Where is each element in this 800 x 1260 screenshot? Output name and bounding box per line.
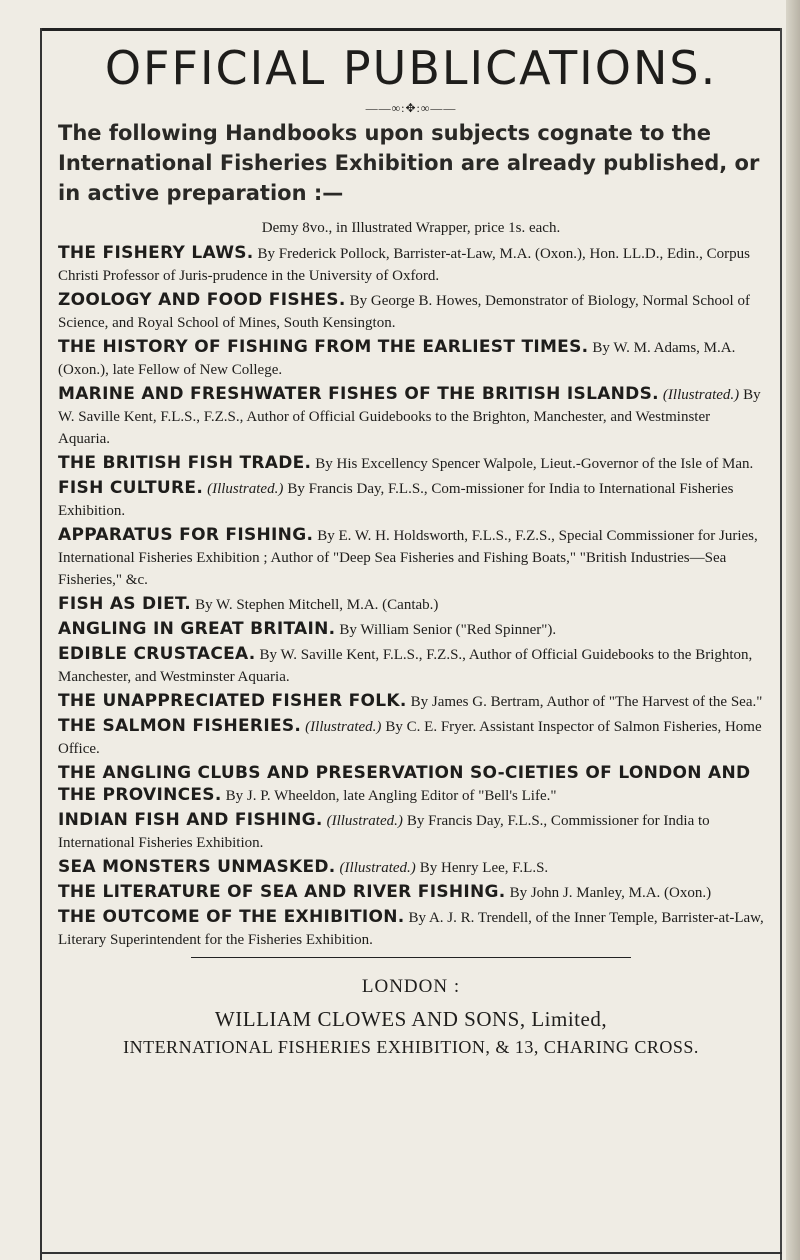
illustrated-note: (Illustrated.) (207, 481, 284, 497)
handbook-title: THE FISHERY LAWS. (58, 243, 254, 263)
handbook-author: By J. P. Wheeldon, late Angling Editor of "Bell's Life." (225, 788, 557, 804)
handbook-title: MARINE AND FRESHWATER FISHES OF THE BRITISH ISLANDS. (58, 384, 659, 404)
handbook-title: EDIBLE CRUSTACEA. (58, 644, 256, 664)
handbook-title: APPARATUS FOR FISHING. (58, 525, 314, 545)
intro-paragraph: The following Handbooks upon subjects cognate to the International Fisheries Exhibition are already published, or in active preparation :— (58, 121, 760, 205)
handbook-title: THE LITERATURE OF SEA AND RIVER FISHING. (58, 882, 506, 902)
imprint-city: LONDON : (361, 976, 461, 997)
handbook-entry (58, 856, 764, 879)
handbook-entry (58, 289, 764, 334)
imprint (58, 974, 764, 1060)
handbook-entry (58, 715, 764, 760)
handbook-title: THE BRITISH FISH TRADE. (58, 453, 312, 473)
handbook-list (58, 242, 764, 951)
format-note: Demy 8vo., in Illustrated Wrapper, price 1s. each. (261, 220, 561, 236)
handbook-author: By Frederick Pollock, Barrister-at-Law, M.A. (Oxon.), Hon. LL.D., Edin., Corpus Christi Professor of Juris-prudence in the University of Oxford. (58, 246, 750, 284)
handbook-author: By W. M. Adams, M.A. (Oxon.), late Fellow of New College. (58, 340, 736, 378)
handbook-entry (58, 383, 764, 450)
handbook-author: By James G. Bertram, Author of "The Harvest of the Sea." (410, 694, 763, 710)
handbook-title: THE SALMON FISHERIES. (58, 716, 302, 736)
handbook-title: ZOOLOGY AND FOOD FISHES. (58, 290, 346, 310)
handbook-entry (58, 762, 764, 807)
page-title: OFFICIAL PUBLICATIONS. (104, 41, 718, 95)
handbook-author: By A. J. R. Trendell, of the Inner Temple, Barrister-at-Law, Literary Superintendent for the Fisheries Exhibition. (58, 910, 764, 948)
handbook-author: By W. Stephen Mitchell, M.A. (Cantab.) (195, 597, 439, 613)
handbook-entry (58, 690, 764, 713)
handbook-entry (58, 477, 764, 522)
document-body (58, 40, 764, 1060)
handbook-title: FISH CULTURE. (58, 478, 204, 498)
illustrated-note: (Illustrated.) (305, 719, 382, 735)
handbook-author: By Francis Day, F.L.S., Commissioner for India to International Fisheries Exhibition. (58, 813, 710, 851)
handbook-author: By Henry Lee, F.L.S. (419, 860, 549, 876)
imprint-address: INTERNATIONAL FISHERIES EXHIBITION, & 13, CHARING CROSS. (123, 1037, 699, 1057)
border-rule-left (40, 28, 42, 1260)
handbook-title: THE OUTCOME OF THE EXHIBITION. (58, 907, 405, 927)
handbook-title: FISH AS DIET. (58, 594, 192, 614)
border-rule-right (780, 28, 782, 1260)
handbook-author: By His Excellency Spencer Walpole, Lieut.-Governor of the Isle of Man. (315, 456, 754, 472)
border-rule-top (40, 28, 782, 31)
handbook-entry (58, 881, 764, 904)
handbook-entry (58, 906, 764, 951)
handbook-entry (58, 452, 764, 475)
imprint-divider (191, 957, 631, 958)
illustrated-note: (Illustrated.) (339, 860, 416, 876)
handbook-title: SEA MONSTERS UNMASKED. (58, 857, 336, 877)
handbook-author: By W. Saville Kent, F.L.S., F.Z.S., Author of Official Guidebooks to the Brighton, Manchester, and Westminster Aquaria. (58, 387, 761, 447)
illustrated-note: (Illustrated.) (662, 387, 740, 403)
handbook-author: By C. E. Fryer. Assistant Inspector of Salmon Fisheries, Home Office. (58, 719, 762, 757)
handbook-title: THE HISTORY OF FISHING FROM THE EARLIEST TIMES. (58, 337, 589, 357)
handbook-title: ANGLING IN GREAT BRITAIN. (58, 619, 336, 639)
handbook-entry (58, 618, 764, 641)
imprint-publisher: WILLIAM CLOWES AND SONS, Limited, (214, 1007, 608, 1031)
handbook-entry (58, 524, 764, 591)
handbook-author: By George B. Howes, Demonstrator of Biology, Normal School of Science, and Royal School of Mines, South Kensington. (58, 293, 750, 331)
handbook-entry (58, 643, 764, 688)
handbook-author: By Francis Day, F.L.S., Com-missioner for India to International Fisheries Exhibition. (58, 481, 734, 519)
handbook-entry (58, 242, 764, 287)
handbook-title: THE ANGLING CLUBS AND PRESERVATION SO-CIETIES OF LONDON AND THE PROVINCES. (58, 763, 751, 805)
handbook-entry (58, 336, 764, 381)
page-edge (786, 0, 800, 1260)
handbook-author: By John J. Manley, M.A. (Oxon.) (509, 885, 712, 901)
handbook-entry (58, 809, 764, 854)
ornament-divider: ——∞:✥:∞—— (365, 101, 457, 115)
handbook-author: By E. W. H. Holdsworth, F.L.S., F.Z.S., Special Commissioner for Juries, International Fisheries Exhibition ; Author of "Deep Sea Fisheries and Fishing Boats," "British Industries—Sea Fisheries," &c. (58, 528, 758, 588)
handbook-author: By W. Saville Kent, F.L.S., F.Z.S., Author of Official Guidebooks to the Brighton, Manchester, and Westminster Aquaria. (58, 647, 753, 685)
illustrated-note: (Illustrated.) (326, 813, 403, 829)
handbook-entry (58, 593, 764, 616)
handbook-author: By William Senior ("Red Spinner"). (339, 622, 557, 638)
border-rule-bottom (40, 1252, 782, 1254)
handbook-title: THE UNAPPRECIATED FISHER FOLK. (58, 691, 407, 711)
handbook-title: INDIAN FISH AND FISHING. (58, 810, 323, 830)
